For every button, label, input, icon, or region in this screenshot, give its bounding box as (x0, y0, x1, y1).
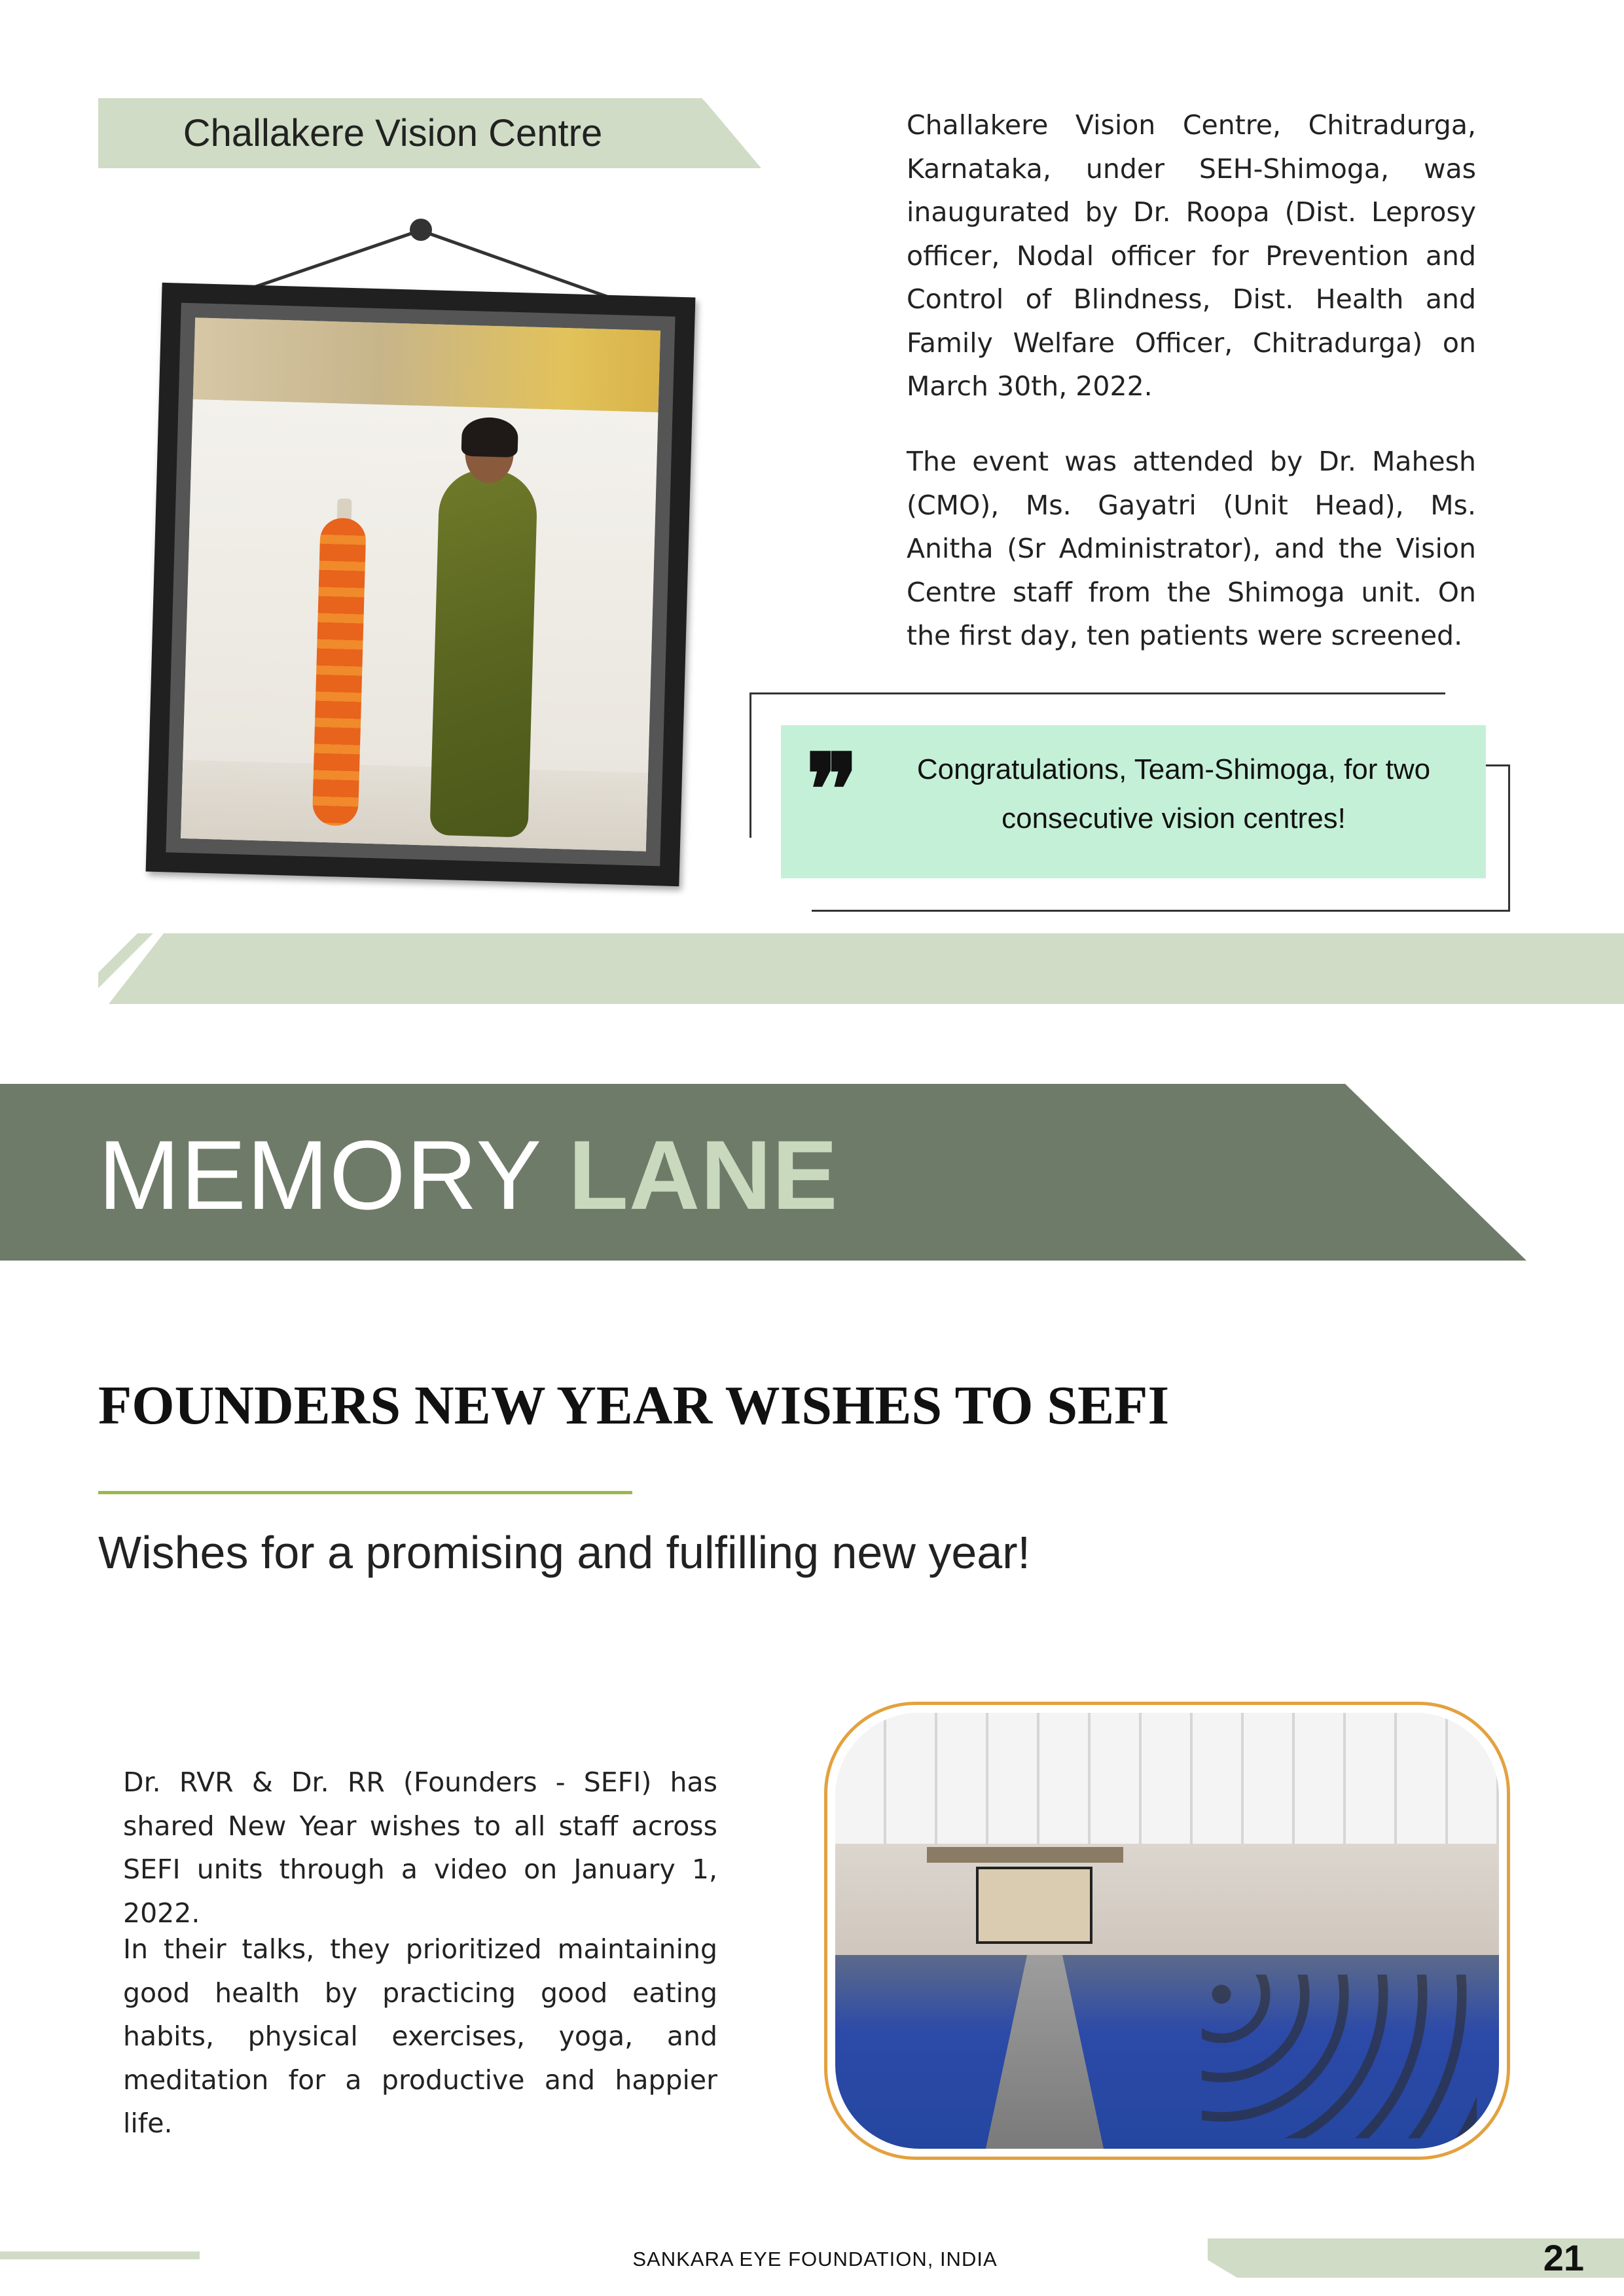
auditorium-photo (835, 1713, 1499, 2149)
footer-organization: SANKARA EYE FOUNDATION, INDIA (632, 2248, 998, 2270)
frame-mat (166, 303, 675, 867)
page-number: 21 (1543, 2237, 1584, 2278)
divider-band (98, 933, 1624, 1004)
quote-box (781, 725, 1486, 878)
ribbon-title: Challakere Vision Centre (183, 112, 603, 154)
memory-lane-title (98, 1113, 839, 1237)
quote-outline-right (1508, 764, 1510, 912)
garlanded-lamp (312, 518, 367, 827)
footer-bar-left (0, 2251, 200, 2259)
floor (181, 760, 648, 852)
nail-icon (410, 219, 432, 241)
quote-outline-top (749, 692, 1445, 694)
ceiling (835, 1713, 1499, 1844)
framed-photo (146, 283, 696, 886)
title-word-lane: LANE (568, 1120, 839, 1230)
section-title: FOUNDERS NEW YEAR WISHES TO SEFI (98, 1375, 1170, 1436)
divider-notch (98, 933, 170, 1004)
quote-icon: ❞ (806, 732, 859, 848)
banner-stripe (1342, 1084, 1532, 1264)
quote-outline-bottom (812, 910, 1510, 912)
person-saree (429, 469, 538, 838)
audience (1202, 1975, 1477, 2138)
section-subtitle: Wishes for a promising and fulfilling new year! (98, 1527, 1030, 1578)
quote-text: Congratulations, Team-Shimoga, for two consecutive vision centres! (916, 753, 1431, 834)
ribbon-banner (98, 98, 761, 168)
auditorium-photo-frame (824, 1702, 1510, 2160)
title-word-memory: MEMORY (98, 1120, 541, 1230)
quote-outline-left (749, 692, 751, 838)
paragraph-founders-talks: In their talks, they prioritized maintaining good health by practicing good eating habits, physical exercises, yoga, and meditation for a productive and happier life. (123, 1933, 717, 2139)
paragraph-founders-video: Dr. RVR & Dr. RR (Founders - SEFI) has shared New Year wishes to all staff across SEFI units through a video on January 1, 2022. (123, 1767, 717, 1929)
section-rule (98, 1491, 632, 1494)
projection-screen (976, 1867, 1092, 1944)
quote-outline-tick (1486, 764, 1509, 766)
paragraph-inauguration: Challakere Vision Centre, Chitradurga, Karnataka, under SEH-Shimoga, was inaugurated by Dr. Roopa (Dist. Leprosy officer, Nodal officer for Prevention and Control of Blindness, Dist. Health and Family Welfare Officer, Chitradurga) on March 30th, 2022. (907, 109, 1476, 402)
poster-strip (193, 317, 660, 412)
inauguration-photo (181, 317, 660, 852)
ribbon-stripe (694, 98, 766, 170)
paragraph-attendance: The event was attended by Dr. Mahesh (CMO), Ms. Gayatri (Unit Head), Ms. Anitha (Sr Administrator), and the Vision Centre staff from the Shimoga unit. On the first day, ten patients were screened. (907, 446, 1476, 651)
auditorium-sign (927, 1847, 1123, 1863)
